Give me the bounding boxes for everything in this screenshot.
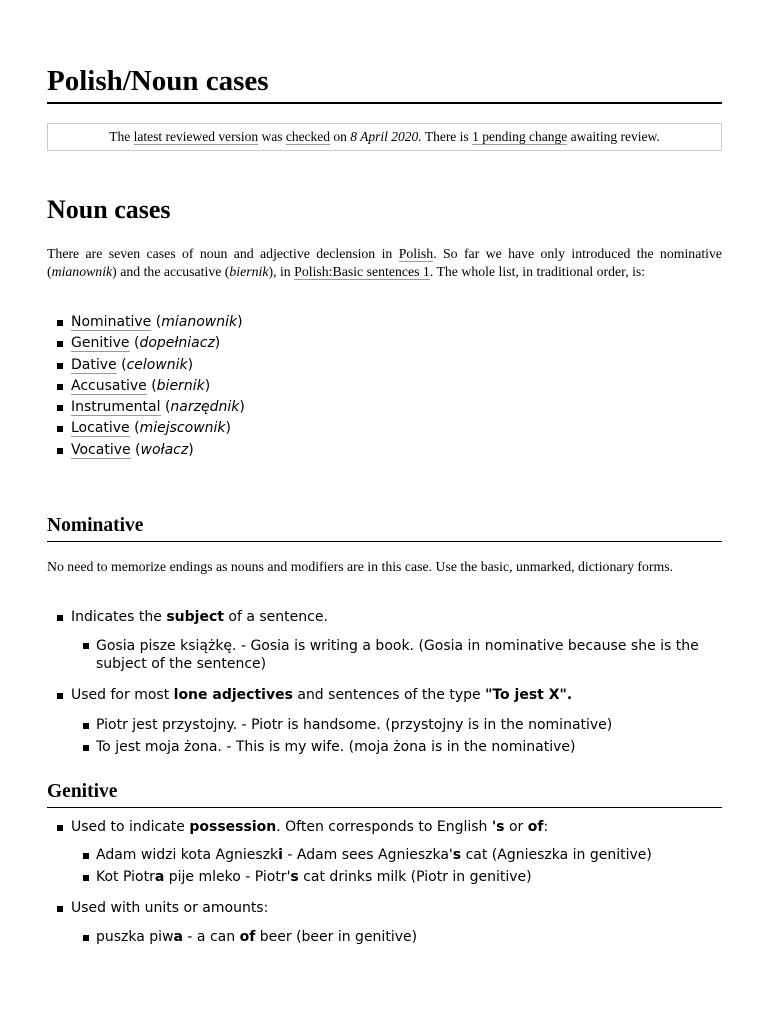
- review-text: The: [109, 129, 131, 144]
- review-notice: [47, 123, 722, 151]
- basic-sentences-link[interactable]: Polish:Basic sentences 1: [294, 264, 430, 279]
- bullet-text: of a sentence.: [228, 609, 328, 625]
- bullet-bold: subject: [166, 609, 224, 625]
- list-item: Nominative (mianownik): [47, 312, 245, 333]
- case-link-dative[interactable]: Dative: [71, 356, 117, 373]
- bullet-icon: [57, 384, 63, 390]
- case-polish-name: mianownik: [161, 314, 238, 330]
- list-item: [47, 607, 722, 628]
- nominative-heading: Nominative: [47, 514, 722, 542]
- bullet-icon: [57, 320, 63, 326]
- list-item: [47, 927, 722, 949]
- case-polish-name: miejscownik: [139, 420, 226, 437]
- genitive-sublist: [47, 845, 722, 888]
- genitive-list: [47, 817, 722, 838]
- bullet-text: Indicates the: [71, 609, 162, 625]
- bullet-icon: [57, 405, 63, 411]
- bullet-text: and sentences of the type: [297, 687, 481, 703]
- genitive-heading: Genitive: [47, 780, 722, 808]
- example-bold: s: [452, 847, 462, 863]
- bullet-icon: [83, 643, 89, 649]
- case-link-locative[interactable]: Locative: [71, 420, 130, 437]
- latest-reviewed-version-link[interactable]: latest reviewed version: [133, 129, 259, 144]
- intro-text: ), in: [268, 264, 291, 279]
- list-item: [47, 685, 722, 706]
- example-text: Gosia pisze książkę. - Gosia is writing a book. (Gosia in nominative because she is the subject of the sentence): [96, 638, 699, 672]
- bullet-bold: possession: [189, 819, 277, 835]
- noun-cases-heading: Noun cases: [47, 195, 171, 224]
- review-text: awaiting review.: [570, 129, 660, 144]
- list-item: Instrumental (narzędnik): [47, 397, 245, 418]
- review-text: on: [333, 129, 347, 144]
- case-link-nominative[interactable]: Nominative: [71, 314, 152, 330]
- case-polish-name: celownik: [126, 356, 188, 373]
- list-item: Locative (miejscownik): [47, 418, 245, 439]
- list-item: [47, 845, 722, 867]
- bullet-icon: [83, 875, 89, 881]
- bullet-icon: [57, 825, 63, 831]
- case-polish-name: dopełniacz: [139, 335, 215, 352]
- example-text: beer (beer in genitive): [255, 929, 418, 945]
- example-text: Piotr jest przystojny. - Piotr is handsome. (przystojny is in the nominative): [96, 717, 613, 733]
- bullet-icon: [57, 615, 63, 621]
- example-bold: s: [290, 868, 299, 885]
- bullet-icon: [83, 745, 89, 751]
- example-text: cat (Agnieszka in genitive): [461, 847, 652, 863]
- bullet-icon: [57, 906, 63, 912]
- genitive-sublist: [47, 927, 722, 949]
- case-list: [47, 312, 245, 461]
- case-polish-name: biernik: [156, 377, 205, 394]
- bullet-text: Used with units or amounts:: [71, 900, 269, 916]
- case-link-instrumental[interactable]: Instrumental: [71, 399, 161, 416]
- list-item: [47, 637, 722, 673]
- list-item: [47, 898, 722, 919]
- case-link-accusative[interactable]: Accusative: [71, 377, 147, 394]
- bullet-text: or: [508, 819, 524, 835]
- bullet-text: . Often corresponds to English: [276, 819, 488, 835]
- nominative-intro: No need to memorize endings as nouns and modifiers are in this case. Use the basic, unmarked, dictionary forms.: [47, 559, 674, 574]
- review-text: There is: [424, 129, 469, 144]
- polish-link[interactable]: Polish: [398, 246, 434, 261]
- case-polish-name: narzędnik: [170, 399, 240, 416]
- bullet-icon: [57, 341, 63, 347]
- example-text: To jest moja żona. - This is my wife. (moja żona is in the nominative): [96, 738, 576, 755]
- bullet-icon: [57, 448, 63, 454]
- checked-link[interactable]: checked: [285, 129, 331, 144]
- noun-cases-intro: [47, 245, 722, 281]
- nominative-sublist: [47, 637, 722, 673]
- intro-text: ) and the accusative (: [112, 264, 230, 279]
- nominative-list: [47, 685, 722, 706]
- intro-text: . So far we have only introduced the nominative (: [47, 246, 723, 279]
- example-text: Adam widzi kota Agnieszk: [96, 847, 279, 863]
- list-item: [47, 817, 722, 838]
- example-bold: a: [173, 929, 183, 945]
- list-item: Genitive (dopełniacz): [47, 333, 245, 354]
- list-item: Accusative (biernik): [47, 376, 245, 397]
- bullet-text: Used to indicate: [71, 819, 185, 835]
- example-text: - a can: [182, 929, 240, 945]
- bullet-icon: [83, 935, 89, 941]
- bullet-icon: [83, 853, 89, 859]
- list-item: Dative (celownik): [47, 355, 245, 376]
- bullet-icon: [57, 426, 63, 432]
- nominative-sublist: [47, 715, 722, 758]
- review-text: was: [261, 129, 283, 144]
- list-item: [47, 737, 722, 759]
- example-text: - Adam sees Agnieszka': [282, 847, 453, 863]
- bullet-icon: [57, 363, 63, 369]
- list-item: [47, 867, 722, 889]
- nominative-list: [47, 607, 722, 628]
- bullet-bold: 's: [491, 819, 505, 835]
- intro-text: . The whole list, in traditional order, is:: [429, 264, 646, 279]
- pending-change-link[interactable]: 1 pending change: [472, 129, 568, 144]
- intro-italic: biernik: [229, 264, 269, 279]
- list-item: Vocative (wołacz): [47, 440, 245, 461]
- example-bold: a: [154, 868, 165, 885]
- review-date: 8 April 2020.: [350, 129, 422, 144]
- bullet-text: :: [543, 819, 549, 835]
- genitive-list: [47, 898, 722, 919]
- case-link-genitive[interactable]: Genitive: [71, 335, 130, 352]
- example-bold: i: [278, 847, 283, 863]
- bullet-text: Used for most: [71, 687, 170, 703]
- example-text: Kot Piotr: [96, 868, 155, 885]
- intro-text: There are seven cases of noun and adjective declension in: [47, 246, 393, 261]
- bullet-bold: lone adjectives: [173, 687, 293, 703]
- example-text: puszka piw: [96, 929, 174, 945]
- example-bold: of: [239, 929, 256, 945]
- page-title: Polish/Noun cases: [47, 64, 722, 104]
- intro-italic: mianownik: [51, 264, 113, 279]
- example-text: pije mleko - Piotr': [164, 868, 291, 885]
- bullet-bold: "To jest X".: [485, 687, 573, 703]
- case-polish-name: wołacz: [140, 441, 189, 458]
- bullet-icon: [57, 693, 63, 699]
- bullet-icon: [83, 723, 89, 729]
- case-link-vocative[interactable]: Vocative: [71, 441, 131, 458]
- list-item: [47, 715, 722, 737]
- example-text: cat drinks milk (Piotr in genitive): [298, 868, 532, 885]
- bullet-bold: of: [527, 819, 544, 835]
